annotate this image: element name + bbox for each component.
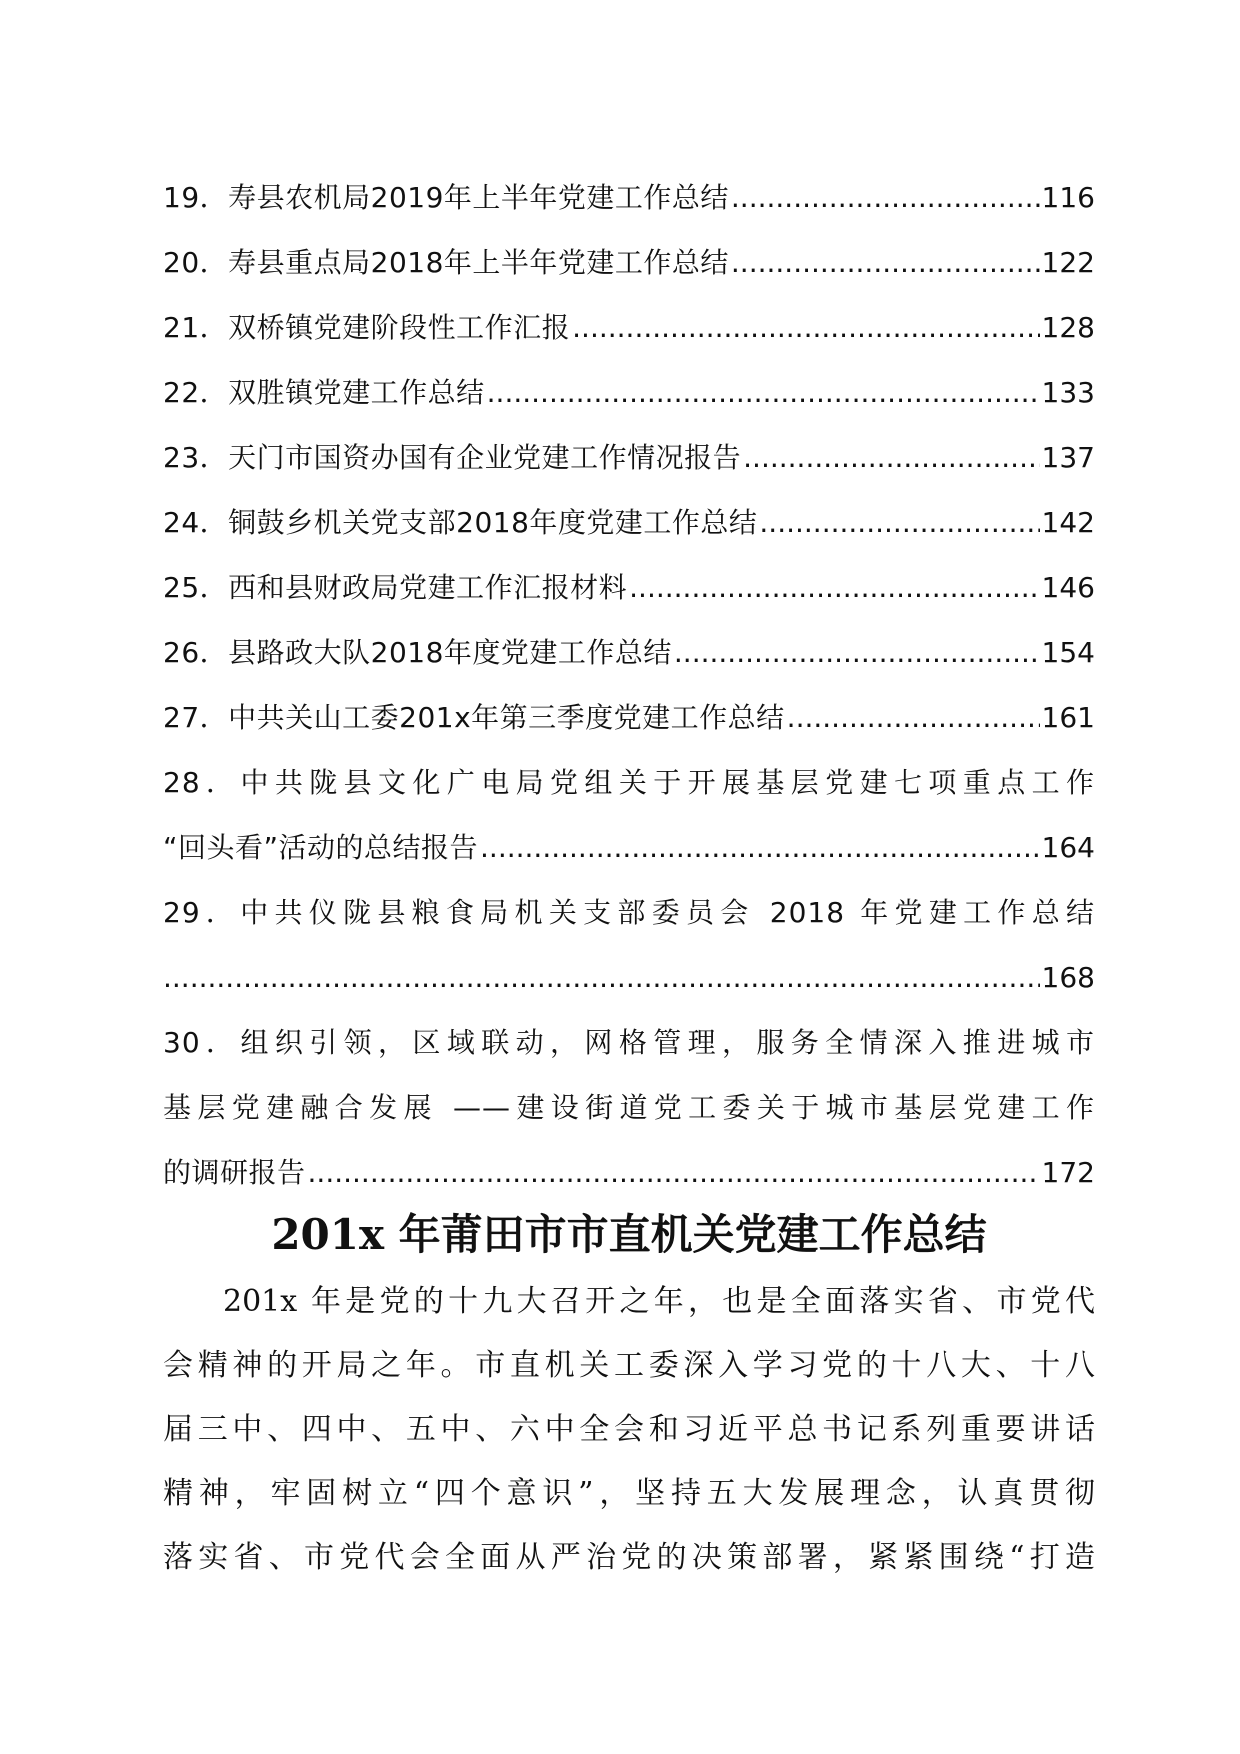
toc-entry[interactable] (163, 750, 1095, 815)
toc-entry-number: 24． (163, 506, 229, 539)
toc-entry-number: 28． (163, 766, 241, 799)
toc-entry-number: 25． (163, 571, 229, 604)
toc-entry[interactable] (163, 490, 1095, 555)
toc-entry[interactable] (163, 295, 1095, 360)
article-title: 201x 年莆田市市直机关党建工作总结 (271, 1210, 987, 1259)
toc-entry[interactable] (163, 880, 1095, 945)
toc-entry[interactable] (163, 555, 1095, 620)
toc-entry-number: 19． (163, 181, 229, 214)
toc-entry-continuation[interactable] (163, 815, 1095, 880)
toc-entry-title: 天门市国资办国有企业党建工作情况报告 (228, 441, 742, 474)
toc-entry-number: 26． (163, 636, 229, 669)
body-line: 201x 年是党的十九大召开之年，也是全面落实省、市党代 (223, 1284, 1095, 1319)
toc-entry-page: 133 (1041, 376, 1095, 409)
toc-entry-page: 168 (1041, 961, 1095, 994)
toc-entry-title: 铜鼓乡机关党支部2018年度党建工作总结 (228, 506, 758, 539)
toc-entry-title: 双桥镇党建阶段性工作汇报 (228, 311, 571, 344)
toc-entry-continuation[interactable] (163, 1140, 1095, 1205)
toc-leader-dots (163, 945, 1040, 1010)
toc-leader-dots (487, 360, 1040, 425)
toc-leader-dots (759, 490, 1039, 555)
toc-entry-page: 164 (1041, 831, 1095, 864)
toc-entry-number: 27． (163, 701, 229, 734)
toc-entry-title: 中共仪陇县粮食局机关支部委员会 2018 年党建工作总结 (240, 896, 1095, 929)
body-line: 精神，牢固树立“四个意识”，坚持五大发展理念，认真贯彻 (163, 1476, 1095, 1511)
toc-entry-page: 142 (1041, 506, 1095, 539)
toc-leader-dots (787, 685, 1040, 750)
toc-entry-number: 29． (163, 896, 241, 929)
toc-leader-dots (731, 230, 1040, 295)
toc-leader-dots (629, 555, 1039, 620)
toc-leader-dots (743, 425, 1039, 490)
toc-entry-page: 154 (1041, 636, 1095, 669)
toc-entry-title: 的调研报告 (163, 1156, 306, 1189)
article-body (163, 1270, 1095, 1590)
toc-entry[interactable] (163, 620, 1095, 685)
toc-entry[interactable] (163, 685, 1095, 750)
body-line: 届三中、四中、五中、六中全会和习近平总书记系列重要讲话 (163, 1412, 1095, 1447)
table-of-contents (163, 165, 1095, 1205)
toc-entry[interactable] (163, 360, 1095, 425)
toc-entry-continuation[interactable] (163, 945, 1095, 1010)
toc-entry[interactable] (163, 425, 1095, 490)
toc-entry-number: 22． (163, 376, 229, 409)
toc-entry-title: 中共陇县文化广电局党组关于开展基层党建七项重点工作 (240, 766, 1095, 799)
toc-leader-dots (480, 815, 1040, 880)
toc-entry-title: 双胜镇党建工作总结 (228, 376, 485, 409)
toc-entry-page: 128 (1041, 311, 1095, 344)
toc-entry-page: 137 (1041, 441, 1095, 474)
toc-entry-page: 161 (1041, 701, 1095, 734)
toc-entry-page: 172 (1041, 1156, 1095, 1189)
toc-entry-title: “回头看”活动的总结报告 (163, 831, 479, 864)
toc-entry-number: 21． (163, 311, 229, 344)
toc-entry[interactable] (163, 165, 1095, 230)
toc-entry-page: 122 (1041, 246, 1095, 279)
body-line: 会精神的开局之年。市直机关工委深入学习党的十八大、十八 (163, 1348, 1095, 1383)
toc-entry-title: 寿县农机局2019年上半年党建工作总结 (228, 181, 729, 214)
toc-leader-dots (674, 620, 1040, 685)
toc-entry-page: 116 (1041, 181, 1095, 214)
toc-entry-number: 23． (163, 441, 229, 474)
toc-leader-dots (572, 295, 1039, 360)
toc-entry-number: 30． (163, 1026, 241, 1059)
toc-entry-page: 146 (1041, 571, 1095, 604)
toc-entry-title: 组织引领，区域联动，网格管理，服务全情深入推进城市 (240, 1026, 1095, 1059)
toc-entry-number: 20． (163, 246, 229, 279)
toc-entry-continuation[interactable] (163, 1075, 1095, 1140)
toc-entry-title: 县路政大队2018年度党建工作总结 (228, 636, 672, 669)
toc-entry[interactable] (163, 230, 1095, 295)
toc-entry-title: 西和县财政局党建工作汇报材料 (228, 571, 628, 604)
body-line: 落实省、市党代会全面从严治党的决策部署，紧紧围绕“打造 (163, 1540, 1095, 1575)
toc-entry-title: 基层党建融合发展 ——建设街道党工委关于城市基层党建工作 (163, 1091, 1095, 1124)
toc-entry-title: 寿县重点局2018年上半年党建工作总结 (228, 246, 729, 279)
toc-entry[interactable] (163, 1010, 1095, 1075)
toc-entry-title: 中共关山工委201x年第三季度党建工作总结 (228, 701, 785, 734)
toc-leader-dots (731, 165, 1040, 230)
toc-leader-dots (308, 1140, 1040, 1205)
